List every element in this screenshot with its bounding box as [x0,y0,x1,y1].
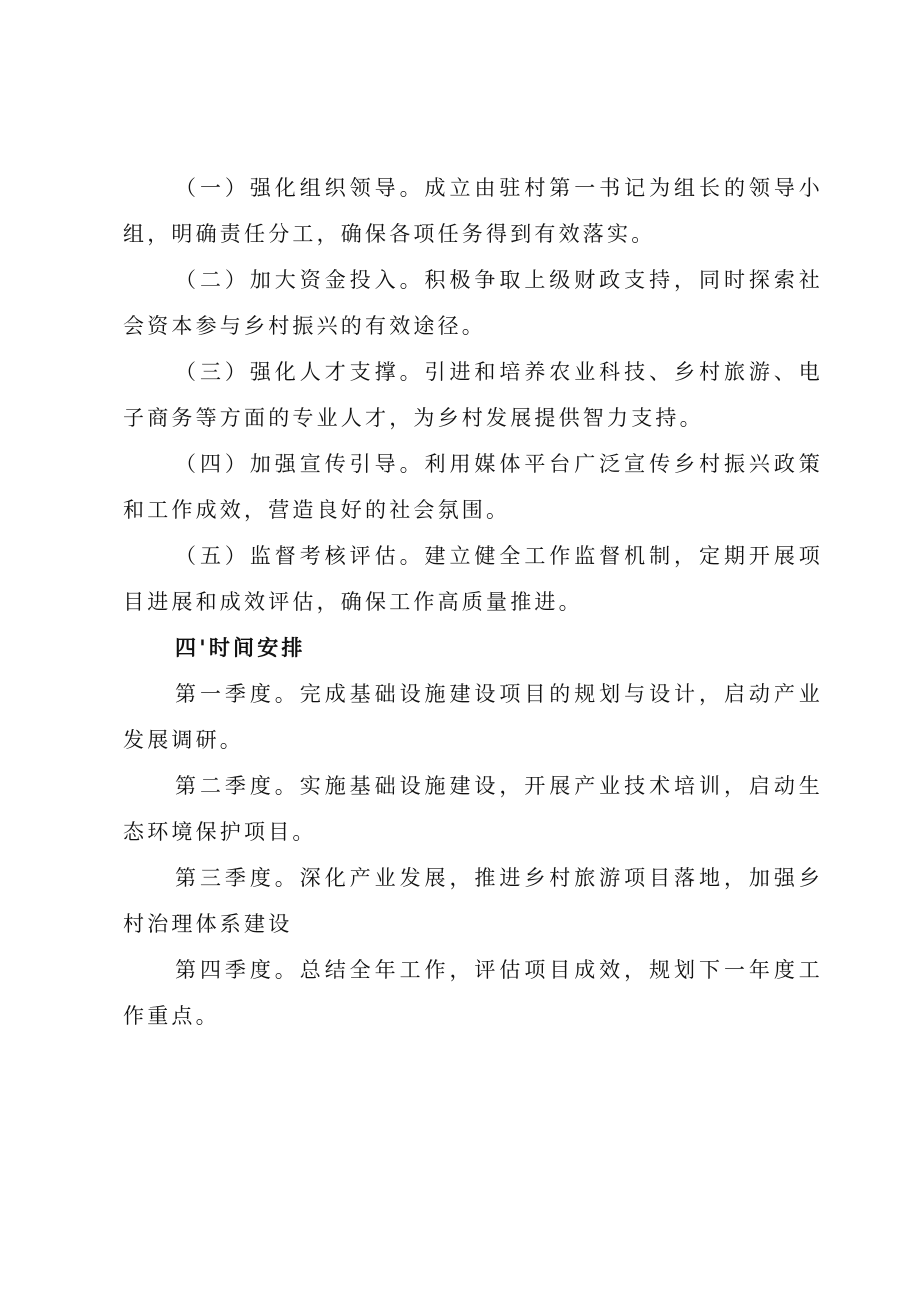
measure-talent-support: （三）强化人才支撑。引进和培养农业科技、乡村旅游、电子商务等方面的专业人才，为乡村发展提供智力支持。 [123,360,823,430]
schedule-q3: 第三季度。深化产业发展，推进乡村旅游项目落地，加强乡村治理体系建设 [123,866,823,936]
measure-strengthen-leadership: （一）强化组织领导。成立由驻村第一书记为组长的领导小组，明确责任分工，确保各项任务得到有效落实。 [123,176,823,246]
document-body [123,165,823,1039]
measure-publicity: （四）加强宣传引导。利用媒体平台广泛宣传乡村振兴政策和工作成效，营造良好的社会氛围。 [123,452,823,522]
schedule-q1: 第一季度。完成基础设施建设项目的规划与设计，启动产业发展调研。 [123,682,823,752]
schedule-q4: 第四季度。总结全年工作，评估项目成效，规划下一年度工作重点。 [123,958,823,1028]
schedule-q2: 第二季度。实施基础设施建设，开展产业技术培训，启动生态环境保护项目。 [123,774,823,844]
measure-increase-funding: （二）加大资金投入。积极争取上级财政支持，同时探索社会资本参与乡村振兴的有效途径。 [123,268,823,338]
section-heading-schedule: 四'时间安排 [175,636,306,660]
measure-supervision: （五）监督考核评估。建立健全工作监督机制，定期开展项目进展和成效评估，确保工作高质量推进。 [123,544,823,614]
